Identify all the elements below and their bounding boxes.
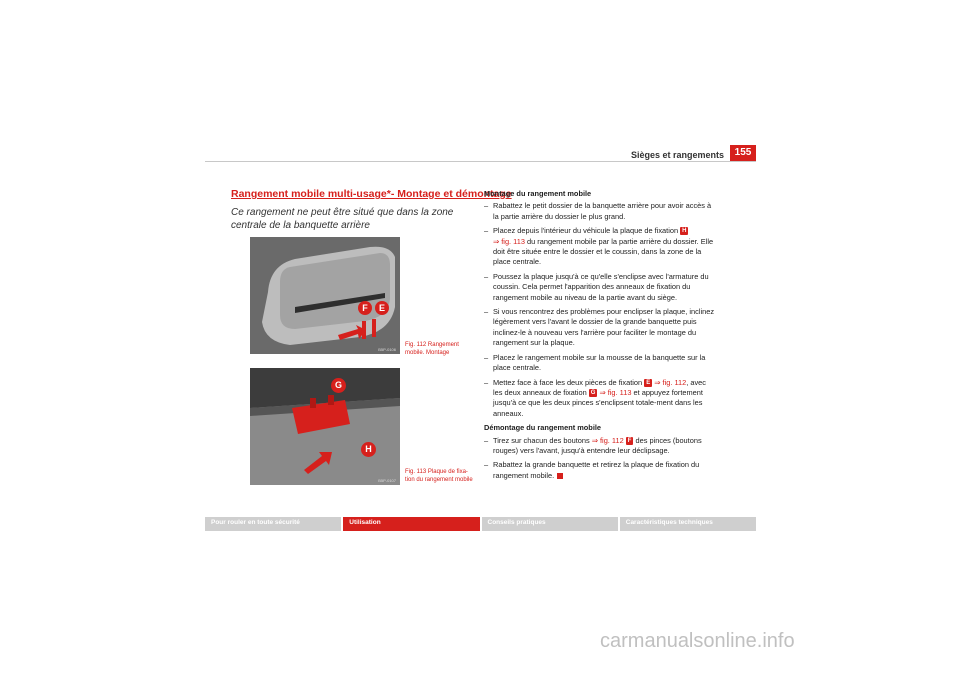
figure-label-h: H xyxy=(361,442,376,457)
figure-code: B5P-0106 xyxy=(378,347,396,352)
figure-link[interactable]: ⇒ fig. 113 xyxy=(599,387,632,397)
figure-113-caption: Fig. 113 Plaque de fixa-tion du rangement mobile xyxy=(405,469,473,483)
tab-usage[interactable]: Utilisation xyxy=(343,517,479,531)
site-watermark: carmanualsonline.info xyxy=(600,630,795,652)
mounting-step-1: – Rabattez le petit dossier de la banquette arrière pour avoir accès à la partie arrière du dossier le plus grand. xyxy=(484,201,712,221)
figure-link[interactable]: ⇒ fig. 112 xyxy=(654,377,687,387)
label-box-e: E xyxy=(646,379,651,386)
section-end-icon xyxy=(557,473,563,479)
mounting-heading: Montage du rangement mobile xyxy=(484,189,592,198)
figure-label-e: E xyxy=(375,301,389,315)
mounting-step-5: – Placez le rangement mobile sur la mousse de la banquette sur la place centrale. xyxy=(484,352,706,373)
figure-link[interactable]: ⇒ fig. 112 xyxy=(591,435,624,445)
figure-link[interactable]: ⇒ fig. 113 xyxy=(493,236,525,246)
tab-practical-tips[interactable]: Conseils pratiques xyxy=(482,517,618,531)
label-box-g: G xyxy=(590,389,596,396)
figure-113-photo xyxy=(250,368,400,485)
storage-box-illustration xyxy=(250,237,400,354)
tab-technical-specs[interactable]: Caractéristiques techniques xyxy=(620,517,756,531)
mounting-step-4: – Si vous rencontrez des problèmes pour enclipser la plaque, inclinez légèrement vers l'avant le dossier de la grande banquette puis inclinez-le à nouveau vers l'arrière pour faciliter le montage du rangement sur la plaque. xyxy=(484,307,715,348)
figure-label-f: F xyxy=(358,301,372,315)
label-box-h: H xyxy=(682,228,687,235)
figure-label-g: G xyxy=(331,378,346,393)
figure-code: B5P-0107 xyxy=(378,478,396,483)
header-rule xyxy=(205,161,756,162)
dismounting-heading: Démontage du rangement mobile xyxy=(484,423,602,433)
label-box-f: F xyxy=(627,437,632,444)
figure-112-photo xyxy=(250,237,400,354)
mounting-step-6: – Mettez face à face les deux pièces de fixation E ⇒ fig. 112, avec les deux anneaux de fixation G ⇒ fig. 113 et appuyez fortement jusqu'à ce que les deux pinces s'enclipsent totale-ment dans les anneaux. xyxy=(484,377,706,418)
header-title: Sièges et rangements xyxy=(630,150,724,160)
fixing-plate-illustration xyxy=(250,368,400,485)
dismounting-step-2: – Rabattez la grande banquette et retirez la plaque de fixation du rangement mobile. xyxy=(484,460,700,480)
section-intro: Ce rangement ne peut être situé que dans la zone centrale de la banquette arrière xyxy=(231,207,454,231)
footer-nav xyxy=(205,517,756,531)
mounting-step-2: – Placez depuis l'intérieur du véhicule la plaque de fixation H ⇒ fig. 113 du rangement mobile par la partie arrière du dossier. Elle doit être située entre le dossier et le coussin, dans la zone de la place centrale. xyxy=(484,226,714,267)
page-number: 155 xyxy=(730,145,756,161)
figure-112-caption: Fig. 112 Rangement mobile. Montage xyxy=(405,342,459,356)
section-title: Rangement mobile multi-usage*- Montage et démontage xyxy=(231,188,512,200)
dismounting-step-1: – Tirez sur chacun des boutons ⇒ fig. 112 F des pinces (boutons rouges) vers l'avant, jusqu'à entendre leur déclipsage. xyxy=(484,435,702,455)
instructions-column xyxy=(484,189,716,485)
mounting-step-3: – Poussez la plaque jusqu'à ce qu'elle s'enclipse avec l'armature du coussin. Cela permet l'apparition des anneaux de fixation du rangement mobile au niveau de la partie avant du siège. xyxy=(484,271,709,302)
tab-safety[interactable]: Pour rouler en toute sécurité xyxy=(205,517,341,531)
